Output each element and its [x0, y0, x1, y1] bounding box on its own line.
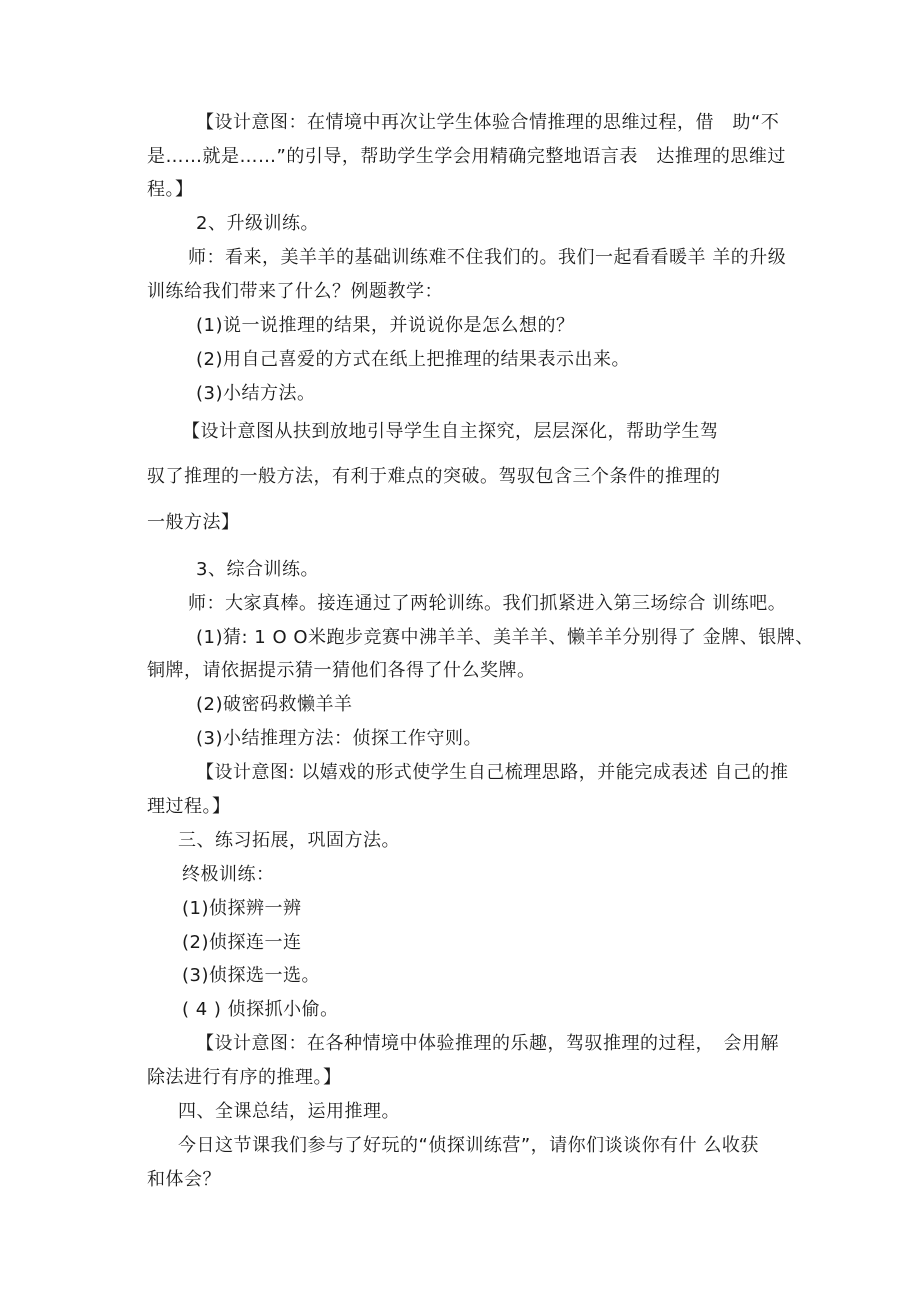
section-heading: 三、练习拓展，巩固方法。 [178, 830, 400, 851]
list-item: (1)侦探辨一辨 [182, 898, 302, 919]
subsection-label: 终极训练： [182, 864, 275, 885]
list-item: (3)小结推理方法：侦探工作守则。 [196, 728, 482, 749]
section-heading: 2、升级训练。 [196, 213, 319, 234]
design-intent-paragraph-line: 【设计意图：在情境中再次让学生体验合情推理的思维过程，借 助“不 [196, 112, 780, 133]
design-intent-paragraph-line: 除法进行有序的推理。】 [147, 1067, 342, 1088]
list-item: (3)小结方法。 [196, 383, 316, 404]
teacher-speech-line: 师：大家真棒。接连通过了两轮训练。我们抓紧进入第三场综合 训练吧。 [188, 593, 787, 614]
list-item: (2)侦探连一连 [182, 932, 302, 953]
list-item: (3)侦探选一选。 [182, 965, 320, 986]
design-intent-paragraph-line: 理过程。】 [147, 796, 231, 817]
design-intent-paragraph-line: 一般方法】 [147, 512, 240, 533]
teacher-speech-line: 训练给我们带来了什么？例题教学： [147, 281, 443, 302]
list-item: (2)破密码救懒羊羊 [196, 694, 353, 715]
list-item: (1)猜: 1 O O米跑步竞赛中沸羊羊、美羊羊、懒羊羊分别得了 金牌、银牌、 [196, 627, 814, 648]
closing-paragraph-line: 今日这节课我们参与了好玩的“侦探训练营”，请你们谈谈你有什 么收获 [178, 1135, 759, 1156]
section-heading: 3、综合训练。 [196, 559, 319, 580]
list-item: 铜牌，请依据提示猜一猜他们各得了什么奖牌。 [147, 660, 536, 681]
design-intent-paragraph-line: 是……就是……”的引导，帮助学生学会用精确完整地语言表 达推理的思维过 [147, 146, 786, 167]
teacher-speech-line: 师：看来，美羊羊的基础训练难不住我们的。我们一起看看暖羊 羊的升级 [188, 247, 787, 268]
design-intent-paragraph-line: 【设计意图从扶到放地引导学生自主探究，层层深化，帮助学生驾 [182, 421, 719, 442]
closing-paragraph-line: 和体会？ [147, 1169, 221, 1190]
design-intent-paragraph-line: 驭了推理的一般方法，有利于难点的突破。驾驭包含三个条件的推理的 [147, 466, 721, 487]
list-item: (2)用自己喜爱的方式在纸上把推理的结果表示出来。 [196, 349, 630, 370]
design-intent-paragraph-line: 【设计意图：在各种情境中体验推理的乐趣，驾驭推理的过程， 会用解 [196, 1033, 779, 1054]
design-intent-paragraph-line: 程。】 [147, 179, 194, 200]
list-item: (1)说一说推理的结果，并说说你是怎么想的？ [196, 315, 575, 336]
design-intent-paragraph-line: 【设计意图: 以嬉戏的形式使学生自己梳理思路，并能完成表述 自己的推 [196, 762, 789, 783]
list-item: ( 4 ) 侦探抓小偷。 [182, 999, 339, 1020]
section-heading: 四、全课总结，运用推理。 [178, 1101, 400, 1122]
